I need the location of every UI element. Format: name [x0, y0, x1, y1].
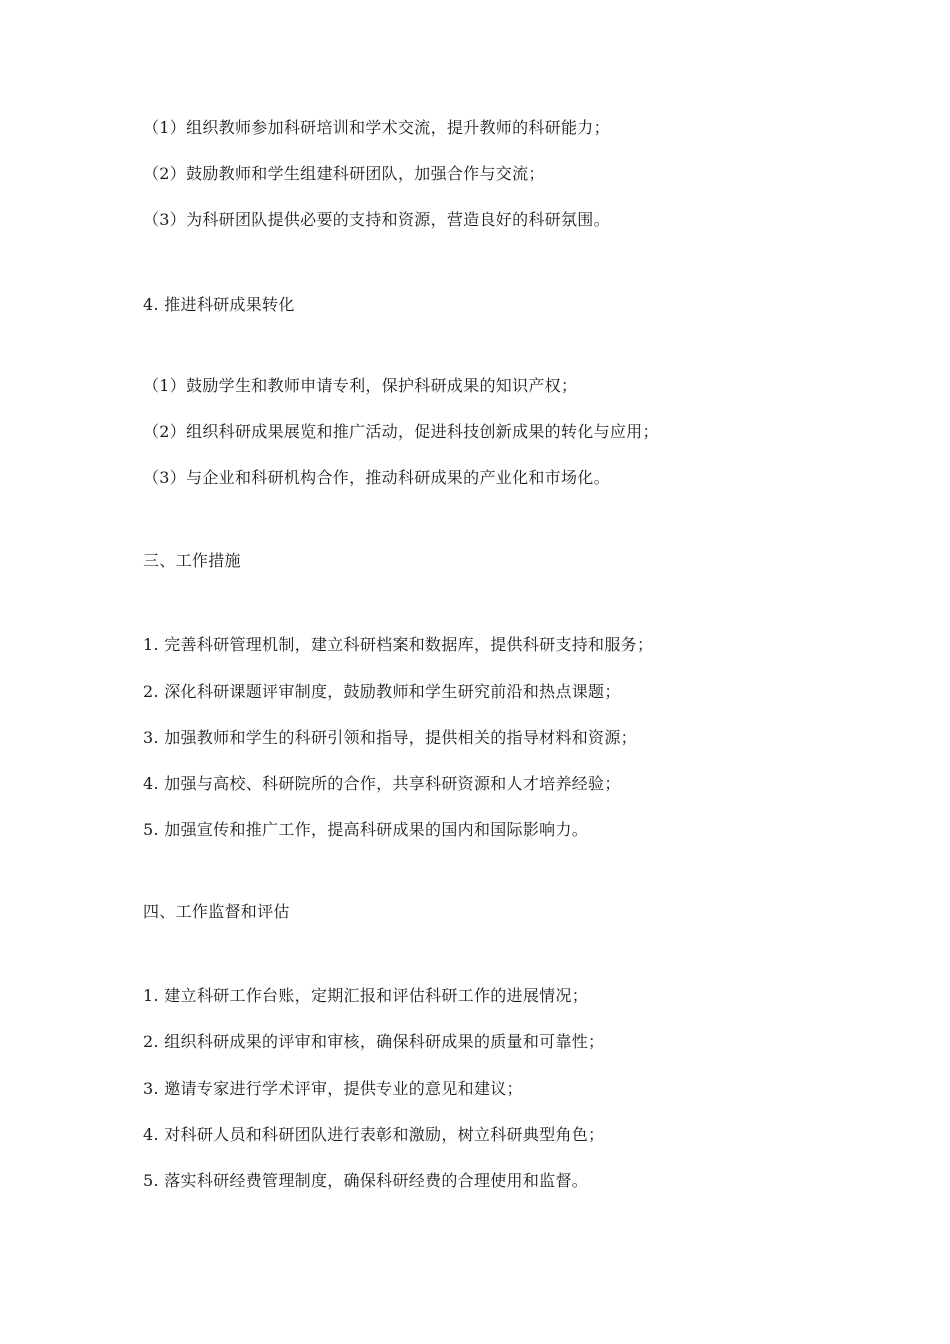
list-item: （2）鼓励教师和学生组建科研团队，加强合作与交流；	[143, 164, 545, 183]
list-item: （2）组织科研成果展览和推广活动，促进科技创新成果的转化与应用；	[143, 422, 659, 441]
list-item: （1）鼓励学生和教师申请专利，保护科研成果的知识产权；	[143, 376, 578, 395]
list-item: 1. 建立科研工作台账，定期汇报和评估科研工作的进展情况；	[143, 986, 589, 1005]
list-item: 5. 落实科研经费管理制度，确保科研经费的合理使用和监督。	[143, 1171, 589, 1190]
list-item: 4. 加强与高校、科研院所的合作，共享科研资源和人才培养经验；	[143, 774, 621, 793]
list-item: 3. 加强教师和学生的科研引领和指导，提供相关的指导材料和资源；	[143, 728, 637, 747]
list-item: 4. 对科研人员和科研团队进行表彰和激励，树立科研典型角色；	[143, 1125, 605, 1144]
subsection-heading: 4. 推进科研成果转化	[143, 295, 295, 314]
list-item: （3）为科研团队提供必要的支持和资源，营造良好的科研氛围。	[143, 210, 610, 229]
section-heading: 四、工作监督和评估	[143, 902, 290, 921]
section-heading: 三、工作措施	[143, 551, 241, 570]
list-item: （1）组织教师参加科研培训和学术交流，提升教师的科研能力；	[143, 118, 610, 137]
list-item: 5. 加强宣传和推广工作，提高科研成果的国内和国际影响力。	[143, 820, 589, 839]
list-item: （3）与企业和科研机构合作，推动科研成果的产业化和市场化。	[143, 468, 610, 487]
list-item: 2. 组织科研成果的评审和审核，确保科研成果的质量和可靠性；	[143, 1032, 605, 1051]
list-item: 2. 深化科研课题评审制度，鼓励教师和学生研究前沿和热点课题；	[143, 682, 621, 701]
list-item: 1. 完善科研管理机制，建立科研档案和数据库，提供科研支持和服务；	[143, 635, 654, 654]
list-item: 3. 邀请专家进行学术评审，提供专业的意见和建议；	[143, 1079, 523, 1098]
